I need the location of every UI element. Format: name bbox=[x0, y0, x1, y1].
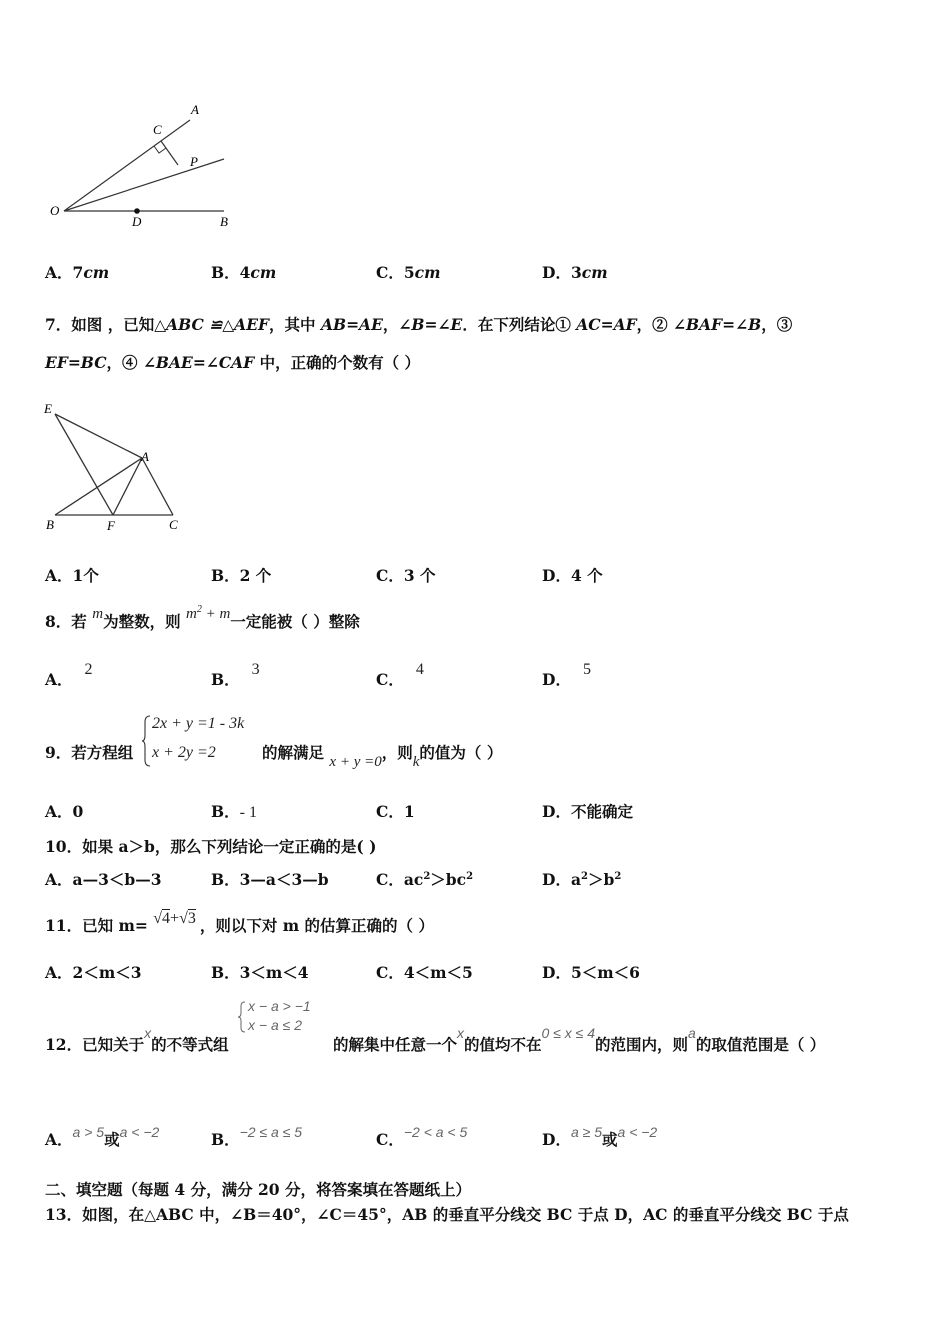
q12-option-b[interactable]: B．−2 ≤ a ≤ 5 bbox=[211, 1124, 303, 1149]
q12-var-x: x bbox=[144, 1025, 152, 1041]
q9-stem-end: 的解满足 x + y =0，则k的值为（ ） bbox=[262, 743, 503, 770]
label-p: P bbox=[190, 154, 198, 169]
q8-option-a[interactable]: A．2 bbox=[45, 661, 93, 689]
section-2-title: 二、填空题（每题 4 分，满分 20 分，将答案填在答题纸上） bbox=[45, 1180, 471, 1199]
q7-stem-line2 bbox=[45, 351, 420, 373]
q7-line2-part: ∠BAE=∠CAF bbox=[142, 353, 255, 372]
q8-stem: 8．若 m为整数，则 $m^2 + m$一定能被（ ）整除 bbox=[45, 604, 360, 631]
q7-line1-part: △ABC ≌△AEF bbox=[154, 315, 270, 334]
q12-range: 0 ≤ x ≤ 4 bbox=[541, 1025, 596, 1041]
segment-fa bbox=[113, 458, 142, 515]
q7-line1-part: AC=AF bbox=[576, 315, 637, 334]
label-c: C bbox=[169, 517, 178, 532]
q12-option-d[interactable]: D．a ≥ 5或a < −2 bbox=[542, 1124, 658, 1149]
q13-stem: 13．如图，在△ABC 中，∠B＝40°，∠C＝45°，AB 的垂直平分线交 BC 于点 D，AC 的垂直平分线交 BC 于点 bbox=[45, 1205, 849, 1224]
label-b: B bbox=[220, 214, 228, 229]
q8-option-c[interactable]: C．4 bbox=[376, 661, 424, 689]
q7-line2-part: EF=BC bbox=[45, 353, 107, 372]
q9-condition: x + y =0 bbox=[329, 754, 382, 770]
q8-var-m: m bbox=[92, 606, 104, 622]
q11-stem: 11．已知 m= √4+√3 ，则以下对 m 的估算正确的（ ） bbox=[45, 910, 434, 935]
q9-option-d[interactable]: D．不能确定 bbox=[542, 802, 633, 821]
q9-eq2: x + 2y =2 bbox=[152, 744, 216, 761]
q10-option-a[interactable]: A．a—3＜b—3 bbox=[45, 870, 162, 889]
q10-option-d[interactable]: D．$a^2>b^2$ bbox=[542, 870, 622, 889]
q12-stem-end: 的解集中任意一个x的值均不在0 ≤ x ≤ 4的范围内，则a的取值范围是（ ） bbox=[333, 1025, 826, 1054]
q9-equation-system bbox=[142, 713, 262, 769]
q7-option-c[interactable]: C．3 个 bbox=[376, 566, 436, 585]
segment-pc bbox=[161, 141, 178, 165]
q7-line1-part: AB=AE bbox=[320, 315, 383, 334]
q12-stem-start: 12．已知关于x的不等式组 bbox=[45, 1025, 229, 1054]
q7-line1-part: ，③ bbox=[761, 315, 793, 334]
sqrt-icon: √ bbox=[179, 910, 188, 927]
q10-option-b[interactable]: B．3—a＜3—b bbox=[211, 870, 329, 889]
q7-line1-part: ， bbox=[382, 315, 399, 334]
ray-oa bbox=[64, 120, 190, 211]
q7-line1-part: 如图 ，已知 bbox=[71, 315, 155, 334]
q11-option-a[interactable]: A．2＜m＜3 bbox=[45, 963, 142, 982]
figure-congruent-triangles bbox=[40, 398, 190, 533]
q12-inequality-system bbox=[238, 998, 333, 1038]
q9-option-a[interactable]: A．0 bbox=[45, 802, 84, 821]
label-c: C bbox=[153, 122, 162, 137]
brace-icon bbox=[238, 1001, 246, 1033]
right-angle-mark bbox=[154, 146, 166, 153]
q7-option-b[interactable]: B．2 个 bbox=[211, 566, 272, 585]
q9-option-b[interactable]: B．- 1 bbox=[211, 802, 257, 821]
q7-line1-part: ∠BAF=∠B bbox=[673, 315, 762, 334]
label-a: A bbox=[141, 449, 149, 464]
q9-eq1: 2x + y =1 - 3k bbox=[152, 715, 245, 732]
q9-var-k: k bbox=[412, 754, 420, 770]
q12-var-x2: x bbox=[457, 1025, 465, 1041]
q7-option-a[interactable]: A．1个 bbox=[45, 566, 99, 585]
figure-angle-bisector bbox=[40, 98, 250, 233]
segment-ba bbox=[55, 458, 142, 515]
q9-option-c[interactable]: C．1 bbox=[376, 802, 415, 821]
q11-radical-expr: √4+√3 bbox=[153, 910, 196, 927]
q6-option-d[interactable]: D．3cm bbox=[542, 263, 608, 282]
label-o: O bbox=[50, 203, 60, 218]
q8-option-b[interactable]: B．3 bbox=[211, 661, 260, 689]
q7-line1-part: ．在下列结论① bbox=[462, 315, 577, 334]
q12-ineq1: x − a > −1 bbox=[248, 998, 311, 1014]
label-e: E bbox=[44, 401, 52, 416]
label-d: D bbox=[132, 214, 142, 229]
q11-option-d[interactable]: D．5＜m＜6 bbox=[542, 963, 640, 982]
brace-icon bbox=[142, 715, 152, 767]
q8-expr: $m^2 + m$ bbox=[185, 604, 231, 622]
q12-option-a[interactable]: A．a > 5或a < −2 bbox=[45, 1124, 160, 1149]
label-b: B bbox=[46, 517, 54, 532]
q7-stem-line1: 7．如图 ，已知△ABC ≌△AEF，其中 AB=AE，∠B=∠E．在下列结论① AC=AF，② ∠BAF=∠B，③ bbox=[45, 315, 793, 334]
q6-option-c[interactable]: C．5cm bbox=[376, 263, 441, 282]
point-d bbox=[134, 208, 140, 214]
sqrt-icon: √ bbox=[153, 910, 163, 927]
q12-ineq2: x − a ≤ 2 bbox=[248, 1017, 302, 1033]
q7-line2-part: 中，正确的个数有（ ） bbox=[254, 353, 421, 372]
q11-option-c[interactable]: C．4＜m＜5 bbox=[376, 963, 473, 982]
q7-line1-part: ∠B=∠E bbox=[398, 315, 463, 334]
q7-line2-part: ，④ bbox=[106, 353, 143, 372]
label-f: F bbox=[107, 518, 115, 533]
q11-option-b[interactable]: B．3＜m＜4 bbox=[211, 963, 309, 982]
q10-option-c[interactable]: C．$ac^2>bc^2$ bbox=[376, 870, 474, 889]
segment-ac bbox=[142, 458, 173, 515]
q12-var-a: a bbox=[688, 1025, 696, 1041]
q7-line1-part: ，② bbox=[636, 315, 674, 334]
q8-option-d[interactable]: D．5 bbox=[542, 661, 591, 689]
q7-line1-part: ，其中 bbox=[269, 315, 321, 334]
q7-option-d[interactable]: D．4 个 bbox=[542, 566, 603, 585]
q12-option-c[interactable]: C．−2 < a < 5 bbox=[376, 1124, 468, 1149]
q6-option-b[interactable]: B．4cm bbox=[211, 263, 277, 282]
q6-option-a[interactable]: A．7cm bbox=[45, 263, 110, 282]
ray-op bbox=[64, 159, 224, 211]
label-a: A bbox=[191, 102, 199, 117]
q10-stem: 10．如果 a＞b，那么下列结论一定正确的是( ) bbox=[45, 837, 377, 856]
q9-stem-start: 9．若方程组 bbox=[45, 743, 134, 762]
